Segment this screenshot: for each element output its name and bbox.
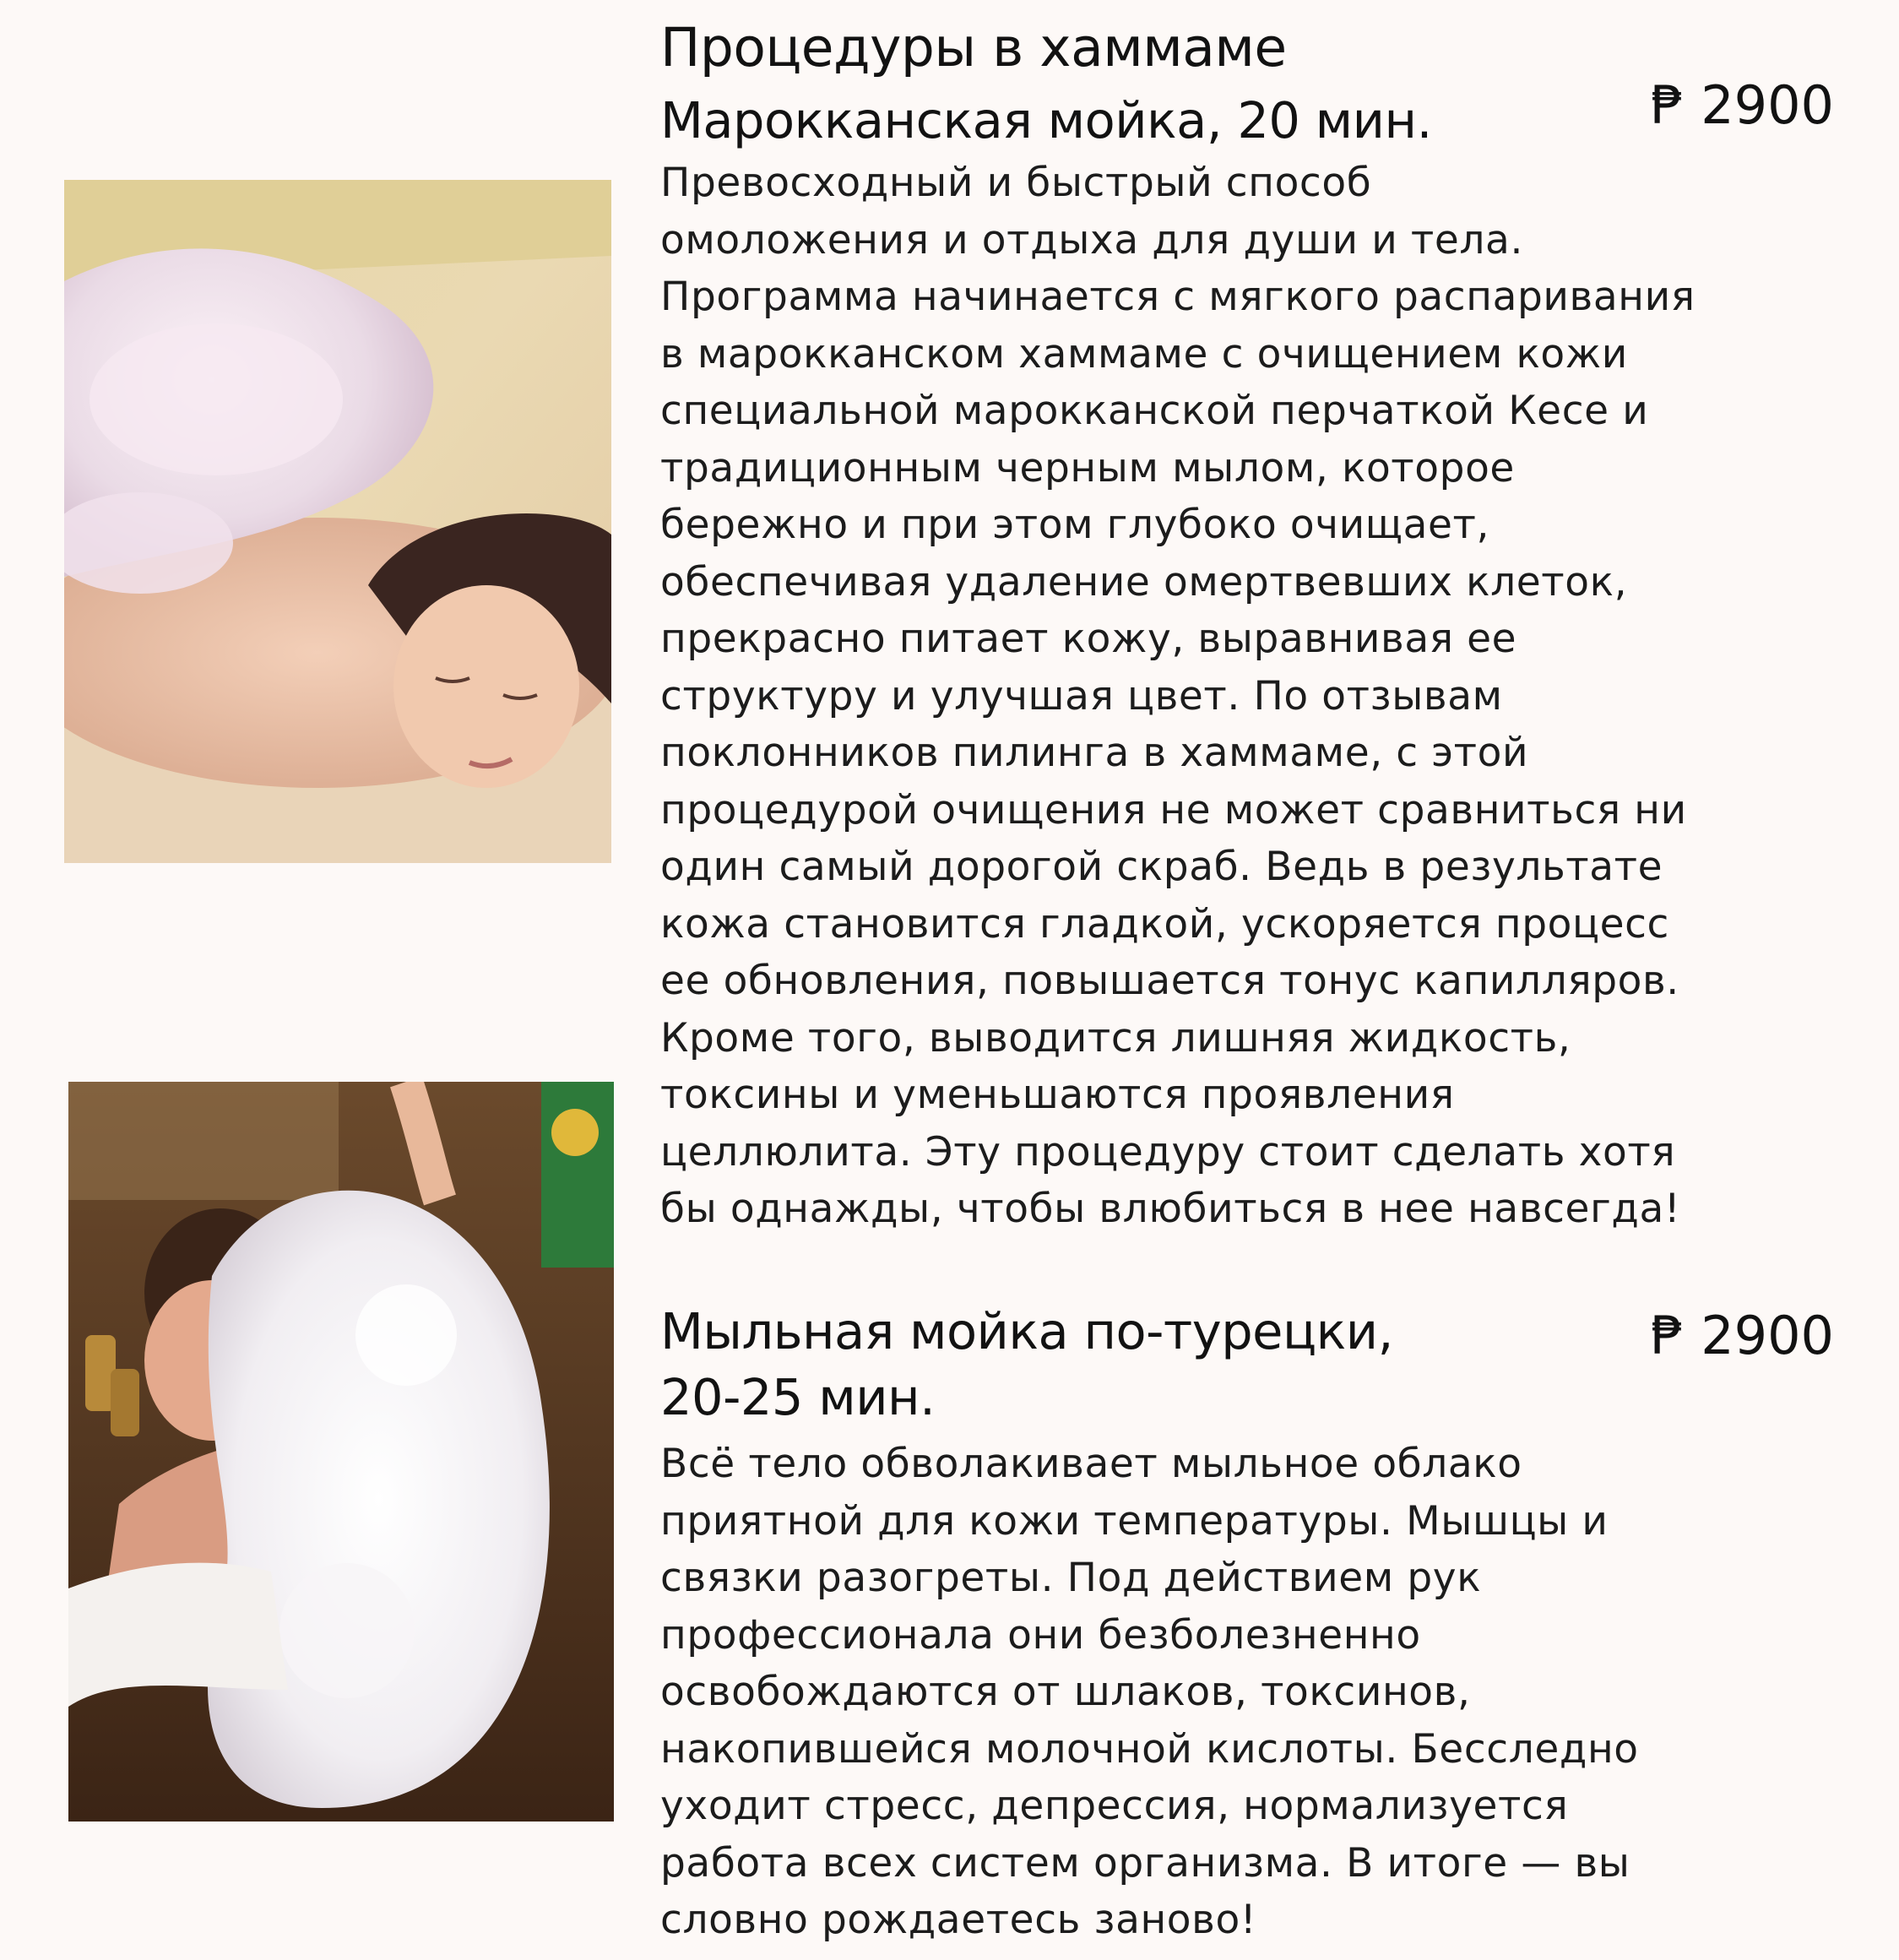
service-price-moroccan-wash: ₱ 2900 <box>1651 74 1834 136</box>
photo-turkish-soap-wash <box>68 1082 614 1822</box>
description-line: в марокканском хаммаме с очищением кожи <box>660 330 1628 377</box>
description-line: токсины и уменьшаются проявления <box>660 1072 1455 1118</box>
description-line: кожа становится гладкой, ускоряется процесс <box>660 900 1669 947</box>
service-price-turkish-soap-wash: ₱ 2900 <box>1651 1305 1834 1366</box>
description-line: структуру и улучшая цвет. По отзывам <box>660 672 1503 719</box>
description-line: бережно и при этом глубоко очищает, <box>660 502 1490 548</box>
description-line: уходит стресс, депрессия, нормализуется <box>660 1783 1569 1829</box>
description-line: бы однажды, чтобы влюбиться в нее навсегда! <box>660 1186 1681 1232</box>
service-title-moroccan-wash <box>660 88 1432 154</box>
description-line: прекрасно питает кожу, выравнивая ее <box>660 616 1517 662</box>
description-line: Программа начинается с мягкого распаривания <box>660 274 1696 320</box>
description-line: Всё тело обволакивает мыльное облако <box>660 1441 1522 1487</box>
description-line: один самый дорогой скраб. Ведь в результате <box>660 844 1663 890</box>
service-description-turkish-soap-wash <box>660 1436 1758 1949</box>
service-title-turkish-soap-wash <box>660 1299 1393 1431</box>
description-line: специальной марокканской перчаткой Кесе и <box>660 388 1649 434</box>
description-line: Превосходный и быстрый способ <box>660 160 1372 206</box>
description-line: работа всех систем организма. В итоге — вы <box>660 1839 1630 1887</box>
description-line: профессионала они безболезненно <box>660 1611 1421 1659</box>
description-line: целлюлита. Эту процедуру стоит сделать хотя <box>660 1128 1676 1175</box>
page-title: Процедуры в хаммаме <box>660 17 1287 79</box>
description-line: поклонников пилинга в хаммаме, с этой <box>660 730 1529 776</box>
description-line: омоложения и отдыха для души и тела. <box>660 216 1524 263</box>
description-line: связки разогреты. Под действием рук <box>660 1555 1482 1601</box>
description-line: освобождаются от шлаков, токсинов, <box>660 1669 1471 1715</box>
description-line: накопившейся молочной кислоты. Бесследно <box>660 1725 1639 1773</box>
description-line: приятной для кожи температуры. Мышцы и <box>660 1497 1609 1545</box>
service-title-line: Марокканская мойка, 20 мин. <box>660 91 1432 149</box>
photo-moroccan-wash <box>64 180 611 863</box>
description-line: традиционным черным мылом, которое <box>660 444 1515 491</box>
service-title-line: Мыльная мойка по-турецки, <box>660 1302 1393 1360</box>
description-line: Кроме того, выводится лишняя жидкость, <box>660 1014 1571 1061</box>
description-line: процедурой очищения не может сравниться ни <box>660 786 1687 833</box>
service-description-moroccan-wash <box>660 155 1758 1238</box>
description-line: словно рождаетесь заново! <box>660 1897 1257 1943</box>
description-line: обеспечивая удаление омертвевших клеток, <box>660 558 1628 605</box>
service-title-line: 20-25 мин. <box>660 1368 936 1426</box>
description-line: ее обновления, повышается тонус капилляров. <box>660 958 1679 1004</box>
